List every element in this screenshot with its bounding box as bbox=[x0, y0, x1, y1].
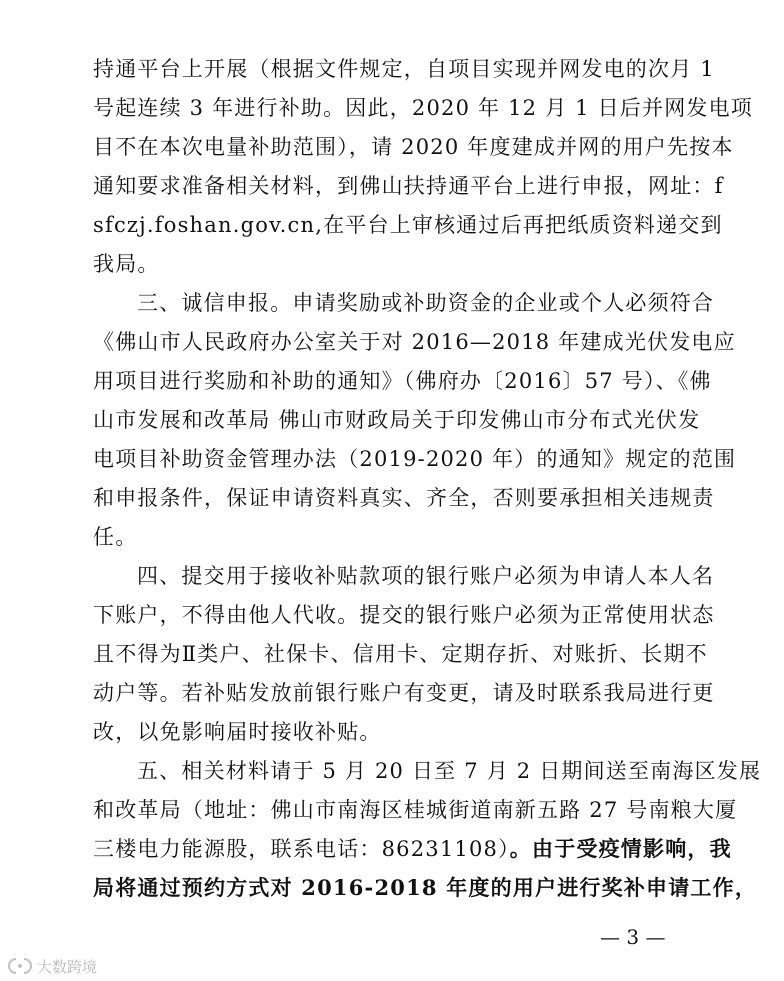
watermark bbox=[6, 955, 97, 977]
text-line bbox=[93, 835, 732, 863]
bold-text-span: 。由于受疫情影响，我 bbox=[509, 836, 732, 861]
text-line: 和申报条件，保证申请资料真实、齐全，否则要承担相关违规责 bbox=[93, 486, 715, 510]
text-line: 山市发展和改革局 佛山市财政局关于印发佛山市分布式光伏发 bbox=[93, 408, 701, 432]
watermark-text: 大数跨境 bbox=[37, 957, 98, 976]
text-line: 《佛山市人民政府办公室关于对 2016—2018 年建成光伏发电应 bbox=[93, 330, 736, 354]
paragraph-3-start: 三、诚信申报。申请奖励或补助资金的企业或个人必须符合 bbox=[137, 291, 715, 315]
text-line: 通知要求准备相关材料，到佛山扶持通平台上进行申报，网址：f bbox=[93, 174, 724, 198]
paragraph-4-start: 四、提交用于接收补贴款项的银行账户必须为申请人本人名 bbox=[137, 564, 715, 588]
text-line: 用项目进行奖励和补助的通知》（佛府办〔2016〕57 号）、《佛 bbox=[93, 369, 712, 393]
text-line: 且不得为Ⅱ类户、社保卡、信用卡、定期存折、对账折、长期不 bbox=[93, 642, 708, 666]
text-line: 目不在本次电量补助范围），请 2020 年度建成并网的用户先按本 bbox=[93, 135, 734, 159]
page-number: — 3 — bbox=[600, 925, 666, 949]
paragraph-5-start: 五、相关材料请于 5 月 20 日至 7 月 2 日期间送至南海区发展 bbox=[137, 759, 762, 783]
text-line: 电项目补助资金管理办法（2019-2020 年）的通知》规定的范围 bbox=[93, 447, 737, 471]
text-line: 我局。 bbox=[93, 252, 160, 276]
text-line: 持通平台上开展（根据文件规定，自项目实现并网发电的次月 1 bbox=[93, 57, 715, 81]
text-line: 号起连续 3 年进行补助。因此，2020 年 12 月 1 日后并网发电项 bbox=[93, 96, 754, 120]
text-line: 和改革局（地址：佛山市南海区桂城街道南新五路 27 号南粮大厦 bbox=[93, 798, 738, 822]
text-line: sfczj.foshan.gov.cn,在平台上审核通过后再把纸质资料递交到 bbox=[93, 213, 723, 237]
text-line: 改，以免影响届时接收补贴。 bbox=[93, 720, 382, 744]
text-line: 动户等。若补贴发放前银行账户有变更，请及时联系我局进行更 bbox=[93, 681, 715, 705]
text-span: 三楼电力能源股，联系电话：86231108） bbox=[93, 837, 510, 861]
text-line: 下账户，不得由他人代收。提交的银行账户必须为正常使用状态 bbox=[93, 603, 715, 627]
bold-text-line: 局将通过预约方式对 2016-2018 年度的用户进行奖补申请工作， bbox=[93, 875, 758, 900]
text-line: 任。 bbox=[93, 525, 138, 549]
watermark-logo-icon bbox=[6, 956, 34, 976]
